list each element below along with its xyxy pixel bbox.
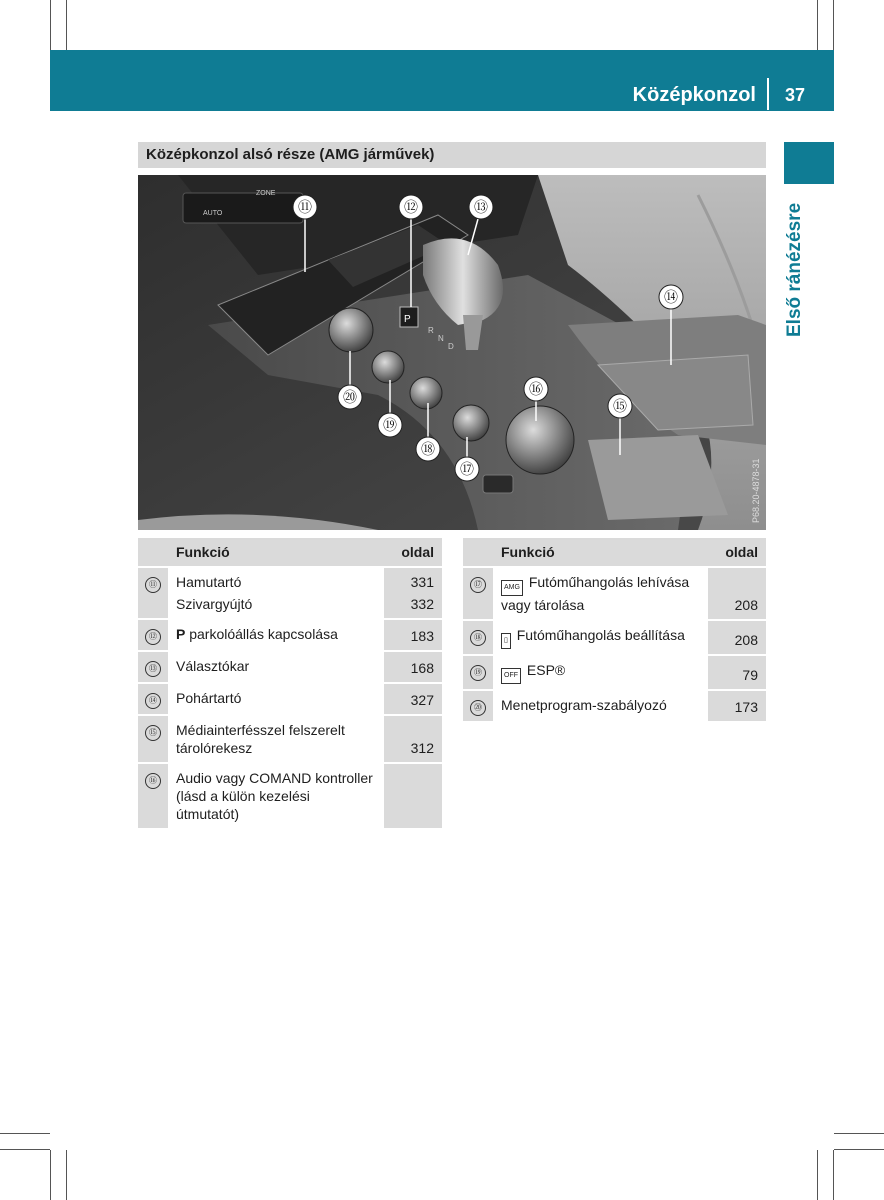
crop-mark [50, 0, 51, 50]
callout-12: ⑫ [404, 200, 418, 216]
crop-mark [833, 0, 834, 50]
item-number: ⑲ [470, 665, 486, 681]
callout-17: ⑰ [460, 462, 474, 478]
item-number: ⑯ [145, 773, 161, 789]
selector-p: P [404, 314, 411, 325]
suspension-button-icon: ▯ [501, 633, 511, 649]
item-text: Audio vagy COMAND kontroller (lásd a külön kezelési útmutatót) [168, 763, 384, 828]
item-text: Hamutartó [176, 574, 242, 590]
callout-19: ⑲ [383, 418, 397, 434]
crop-mark [0, 1133, 50, 1134]
callout-18: ⑱ [421, 442, 435, 458]
item-page: 173 [708, 690, 766, 721]
table-row [138, 619, 442, 651]
item-number: ⑫ [145, 629, 161, 645]
legend-table-right [463, 538, 766, 721]
item-text: Választókar [168, 651, 384, 683]
item-bold: P [176, 626, 186, 642]
crop-mark [817, 0, 818, 50]
item-number: ⑱ [470, 630, 486, 646]
table-row [463, 620, 766, 655]
table-row [463, 567, 766, 620]
zone-button-label: ZONE [256, 190, 276, 197]
column-function: Funkció [493, 538, 708, 567]
table-row [138, 651, 442, 683]
crop-mark [66, 0, 67, 50]
amg-button-icon: AMG [501, 580, 523, 596]
item-text: Médiainterfésszel felszerelt tárolórekesz [168, 715, 384, 763]
item-page: 332 [410, 596, 434, 612]
selector-d: D [448, 342, 454, 351]
item-number: ⑪ [145, 577, 161, 593]
callout-14: ⑭ [664, 290, 678, 306]
item-number: ⑰ [470, 577, 486, 593]
item-number: ⑮ [145, 725, 161, 741]
crop-mark [0, 1149, 50, 1150]
item-page: 183 [384, 619, 442, 651]
selector-r: R [428, 326, 434, 335]
item-text: Szivargyújtó [176, 596, 253, 612]
figure-code: P68.20-4878-31 [751, 458, 761, 524]
table-row [138, 567, 442, 619]
item-page: 331 [410, 574, 434, 590]
page-number: 37 [784, 85, 806, 105]
callout-16: ⑯ [529, 382, 543, 398]
item-page: 312 [384, 715, 442, 763]
crop-mark [50, 1150, 51, 1200]
item-text: ESP® [523, 662, 566, 678]
callout-20: ⑳ [343, 390, 357, 406]
column-page: oldal [384, 538, 442, 567]
item-number: ⑳ [470, 700, 486, 716]
selector-n: N [438, 334, 444, 343]
legend-table-left [138, 538, 442, 828]
column-page: oldal [708, 538, 766, 567]
side-tab-label: Első ránézésre [784, 202, 805, 338]
item-page [384, 763, 442, 828]
column-num [463, 538, 493, 567]
item-text: parkolóállás kapcsolása [185, 626, 338, 642]
page-title: Középkonzol [632, 84, 756, 106]
table-row [463, 690, 766, 721]
item-page: 327 [384, 683, 442, 715]
item-number: ⑬ [145, 661, 161, 677]
item-page: 208 [708, 620, 766, 655]
callout-13: ⑬ [474, 200, 488, 216]
esp-off-icon: OFF [501, 668, 521, 684]
item-page: 168 [384, 651, 442, 683]
item-page: 79 [708, 655, 766, 690]
side-tab-marker [784, 142, 834, 184]
center-console-figure [138, 175, 766, 530]
column-function: Funkció [168, 538, 384, 567]
section-heading: Középkonzol alsó része (AMG járművek) [138, 142, 766, 168]
crop-mark [834, 1133, 884, 1134]
callout-11: ⑪ [298, 200, 312, 216]
header-divider [767, 78, 769, 110]
column-num [138, 538, 168, 567]
callout-15: ⑮ [613, 399, 627, 415]
table-row [463, 655, 766, 690]
crop-mark [66, 1150, 67, 1200]
auto-button-label: AUTO [203, 210, 223, 217]
table-row [138, 683, 442, 715]
table-row [138, 715, 442, 763]
item-text: Pohártartó [168, 683, 384, 715]
item-number: ⑭ [145, 693, 161, 709]
crop-mark [834, 1149, 884, 1150]
item-text: Futóműhangolás beállítása [512, 627, 685, 643]
item-page: 208 [708, 567, 766, 620]
item-text: Menetprogram-szabályozó [493, 690, 708, 721]
table-row [138, 763, 442, 828]
item-text: Futóműhangolás lehívása vagy tárolása [501, 574, 690, 613]
crop-mark [833, 1150, 834, 1200]
crop-mark [817, 1150, 818, 1200]
